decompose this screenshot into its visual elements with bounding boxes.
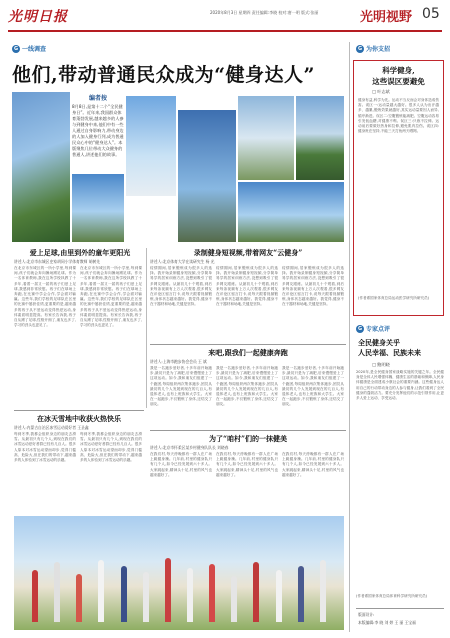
tag-tips: G 为你支招 bbox=[357, 45, 391, 53]
tips-box bbox=[353, 60, 444, 316]
tag-survey: G 一线调查 bbox=[13, 45, 47, 53]
article3-text-col1: 我是一名跑步爱好者,十多年前开始跑步,最初只是为了减肥,后来慢慢爱上了这项运动。如今,我和朋友们组建了一个跑团,每周组织两次集体跑步,团员从最初的几个人发展到现在的几百人,有退休老人,也有上班族和大学生。大家在一起跑步,不仅锻炼了身体,还结交了朋友。 bbox=[150, 366, 212, 407]
article4-text-col2: 每到冬季,我都会组织身边的朋友去滑雪。从最初只有几个人,到现在我们的冰雪运动爱好者群已经有几百人。很多人原本对冰雪运动望而却步,觉得门槛高、危险大,但在我们的带动下,越来越多的人体验到了冰雪运动的乐趣。 bbox=[80, 432, 142, 463]
section-divider bbox=[14, 410, 144, 411]
photo-village-group bbox=[14, 516, 344, 630]
photo-group-fitness bbox=[238, 182, 344, 242]
article1-text-col1: 在北京市东城区的一所小学里,每到课间,孩子们就会奔向操场踢足球。作为一名体育教师,我在这所学校执教了十多年,看着一届又一届的孩子们爱上足球,我感到非常欣慰。孩子们在球场上奔跑,在比赛中学会合作,学会面对输赢。这些年,我们学校的足球队在区里的比赛中屡获佳绩,更重要的是,越来越多的孩子从不爱运动变得热爱运动,身体素质明显提高。有家长告诉我,孩子自从踢了足球,性格开朗了,朋友也多了,学习的劲头也更足了。 bbox=[14, 266, 76, 328]
credits-line1: 版面设计: bbox=[358, 612, 375, 617]
article3-text-col3: 我是一名跑步爱好者,十多年前开始跑步,最初只是为了减肥,后来慢慢爱上了这项运动。如今,我和朋友们组建了一个跑团,每周组织两次集体跑步,团员从最初的几个人发展到现在的几百人,有退休老人,也有上班族和大学生。大家在一起跑步,不仅锻炼了身体,还结交了朋友。 bbox=[282, 366, 344, 407]
article2-text-col2: 疫情期间,居家锻炼成为很多人的选择。我开始录制健身短视频,分享简单易学的居家训练方法,没想到吸引了很多网友跟练。从最初几十个观看,到后来每条视频有上万人次观看,很多网友在评论区留言打卡,说每天跟着视频锻炼,身体状态越来越好。我觉得,健身不在于器材和场地,关键是坚持。 bbox=[216, 266, 278, 307]
article5-title: 为了“咱村”们的一抹健美 bbox=[208, 434, 288, 443]
tips-footer: (作者系国家体育总局运动医学研究所研究员) bbox=[358, 296, 430, 300]
page-number: 05 bbox=[422, 6, 440, 22]
photo-runners bbox=[296, 96, 344, 180]
issue-meta: 2020年8月3日 星期四 责任编辑:李晓 校对:唐一明 版式:张丽 bbox=[210, 10, 319, 15]
comment-title-line1: 全民健身关乎 bbox=[358, 338, 400, 347]
credits-rule bbox=[356, 608, 444, 609]
newspaper-logo: 光明日报 bbox=[8, 9, 68, 25]
photo-cyclist bbox=[238, 96, 294, 180]
section-divider bbox=[150, 430, 346, 431]
article5-text-col3: 在我们村,每天傍晚都有一群人在广场上跳健身操。几年前,村里的健身队只有几个人,如今已经发展到六十多人。大家跳起来,精神头十足,村里的风气也越来越好了。 bbox=[282, 452, 344, 477]
comment-title-line2: 人民幸福、民族未来 bbox=[358, 348, 421, 357]
article3-title: 来吧,跟我们一起健康奔跑 bbox=[208, 348, 288, 357]
photo-boy-football bbox=[12, 92, 70, 242]
article5-byline: 讲述人:北京市怀柔区某乡村健身队队长 刘晓春 bbox=[150, 445, 229, 450]
article2-text-col3: 疫情期间,居家锻炼成为很多人的选择。我开始录制健身短视频,分享简单易学的居家训练方法,没想到吸引了很多网友跟练。从最初几十个观看,到后来每条视频有上万人次观看,很多网友在评论区留言打卡,说每天跟着视频锻炼,身体状态越来越好。我觉得,健身不在于器材和场地,关键是坚持。 bbox=[282, 266, 344, 307]
article2-title: 录制健身短视频,带着网友“云健身” bbox=[193, 248, 303, 257]
article3-text-col2: 我是一名跑步爱好者,十多年前开始跑步,最初只是为了减肥,后来慢慢爱上了这项运动。如今,我和朋友们组建了一个跑团,每周组织两次集体跑步,团员从最初的几个人发展到现在的几百人,有退休老人,也有上班族和大学生。大家在一起跑步,不仅锻炼了身体,还结交了朋友。 bbox=[216, 366, 278, 407]
masthead-rule bbox=[8, 30, 442, 32]
article5-text-col2: 在我们村,每天傍晚都有一群人在广场上跳健身操。几年前,村里的健身队只有几个人,如今已经发展到六十多人。大家跳起来,精神头十足,村里的风气也越来越好了。 bbox=[216, 452, 278, 477]
article1-byline: 讲述人:北京市东城区史家胡同小学体育教师 胡树先 bbox=[14, 259, 101, 264]
photo-kids-running bbox=[72, 174, 124, 242]
comment-author: □ 鲍明晓 bbox=[372, 362, 390, 367]
editor-note: 编者按 8月8日,是第十二个“全民健身日”。近年来,我国群众体育蓬勃发展,越来越多的人参与到健身中来,他们中有一些人通过自身影响力,带动身边的人加入健身行列,成为普通民众心中的“健身达人”。本版聚焦几位带动大众健身的普通人,讲述他们的故事。 bbox=[72, 95, 124, 157]
photo-ski-jump bbox=[126, 96, 176, 196]
g-badge-icon: G bbox=[357, 45, 363, 52]
column-divider bbox=[146, 248, 147, 408]
right-column-divider bbox=[349, 42, 350, 632]
tag-expert: G 专家点评 bbox=[357, 325, 391, 333]
group-silhouettes bbox=[24, 552, 334, 622]
article2-byline: 讲述人:北京体育大学在读研究生 杨 光 bbox=[150, 259, 215, 264]
section-divider bbox=[150, 344, 346, 345]
article1-title: 爱上足球,由里到外的童年更阳光 bbox=[29, 248, 131, 257]
article4-byline: 讲述人:内蒙古自治区冰雪运动爱好者 王圣鑫 bbox=[14, 425, 89, 430]
tips-text: 健身有益,科学为先。运动不当反而会对身体造成伤害。误区一:运动量越大越好。很多人认为出汗越多、越累,锻炼效果就越好,其实运动量要因人而异,循序渐进。误区二:空腹锻炼能减肥。空腹运动容易引发低血糖,对健康不利。误区三:只练不拉伸。运动前后要做好热身和拉伸,避免肌肉拉伤。误区四:健身贵在坚持,不能三天打鱼两天晒网。 bbox=[358, 98, 439, 134]
g-badge-icon: G bbox=[357, 325, 363, 332]
tips-author: □ 叶志斌 bbox=[372, 89, 390, 94]
tips-title-line2: 这些误区要避免 bbox=[372, 77, 425, 86]
comment-text: 2020年,是全民健身国家战略实施的关键之年。全民健身是全体人民增强体魄、健康生活的基础和保障,人民身体健康是全面建成小康社会的重要内涵。这些健身达人用自己的行动带动身边的人参与健身,让我们看到了全民健身的蓬勃活力。要充分发挥他们的示范引领作用,让更多人爱上运动、享受运动。 bbox=[356, 370, 444, 401]
masthead bbox=[0, 0, 450, 32]
article2-text-col1: 疫情期间,居家锻炼成为很多人的选择。我开始录制健身短视频,分享简单易学的居家训练方法,没想到吸引了很多网友跟练。从最初几十个观看,到后来每条视频有上万人次观看,很多网友在评论区留言打卡,说每天跟着视频锻炼,身体状态越来越好。我觉得,健身不在于器材和场地,关键是坚持。 bbox=[150, 266, 212, 307]
article1-text-col2: 在北京市东城区的一所小学里,每到课间,孩子们就会奔向操场踢足球。作为一名体育教师,我在这所学校执教了十多年,看着一届又一届的孩子们爱上足球,我感到非常欣慰。孩子们在球场上奔跑,在比赛中学会合作,学会面对输赢。这些年,我们学校的足球队在区里的比赛中屡获佳绩,更重要的是,越来越多的孩子从不爱运动变得热爱运动,身体素质明显提高。有家长告诉我,孩子自从踢了足球,性格开朗了,朋友也多了,学习的劲头也更足了。 bbox=[80, 266, 142, 328]
section-title: 光明视野 bbox=[360, 10, 413, 25]
article5-text-col1: 在我们村,每天傍晚都有一群人在广场上跳健身操。几年前,村里的健身队只有几个人,如今已经发展到六十多人。大家跳起来,精神头十足,村里的风气也越来越好了。 bbox=[150, 452, 212, 477]
g-badge-icon: G bbox=[13, 45, 19, 52]
tips-title-line1: 科学健身, bbox=[382, 66, 415, 75]
comment-footer: (作者系国家体育总局体育科学研究所研究员) bbox=[356, 594, 428, 598]
article4-text-col1: 每到冬季,我都会组织身边的朋友去滑雪。从最初只有几个人,到现在我们的冰雪运动爱好者群已经有几百人。很多人原本对冰雪运动望而却步,觉得门槛高、危险大,但在我们的带动下,越来越多的人体验到了冰雪运动的乐趣。 bbox=[14, 432, 76, 463]
credits-line2: 本版编辑:李 晓 刘 婷 王 丽 王宝福 bbox=[358, 620, 416, 625]
article4-title: 在冰天雪地中收获火热快乐 bbox=[37, 414, 121, 423]
article3-byline: 讲述人:上海市跑步协会会员 王 斌 bbox=[150, 359, 207, 364]
photo-skier bbox=[178, 110, 236, 242]
page-headline: 他们,带动普通民众成为“健身达人” bbox=[12, 64, 315, 86]
